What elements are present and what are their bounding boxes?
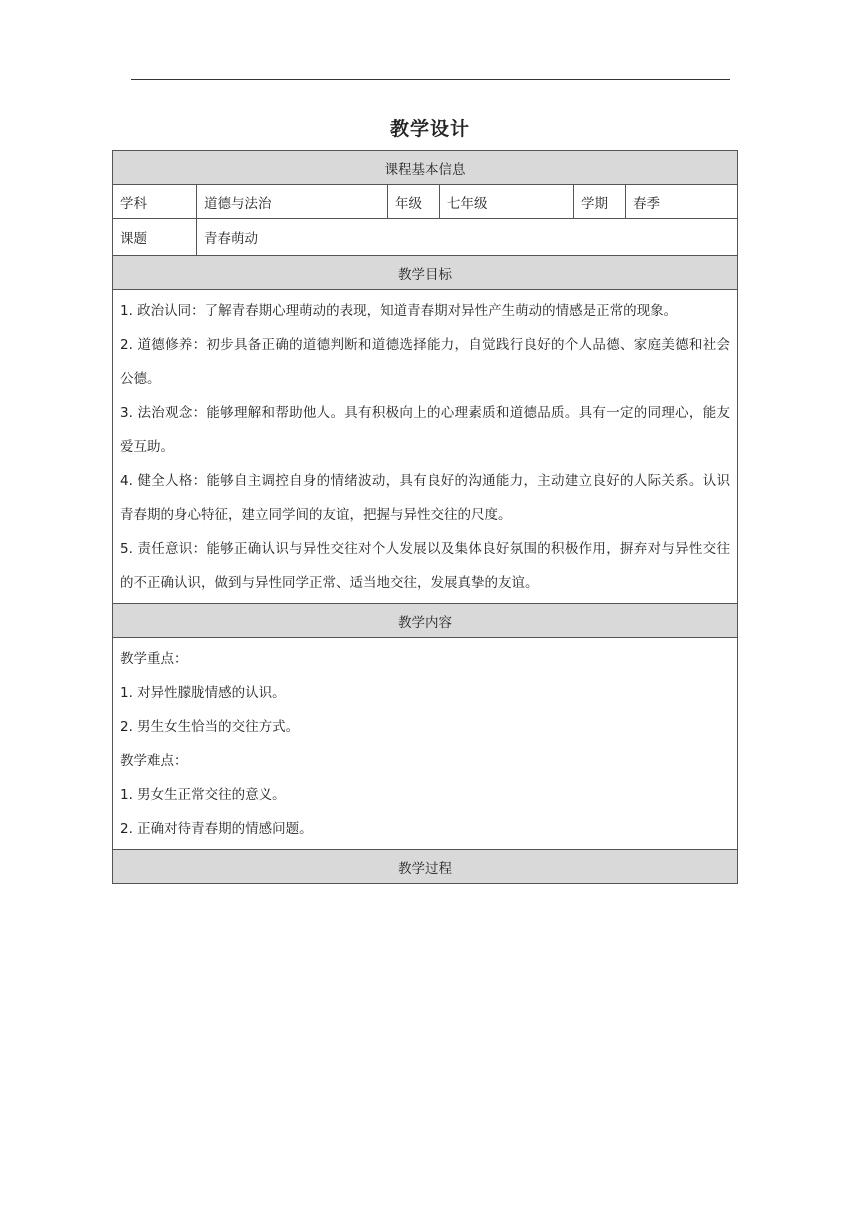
objective-item: 5. 责任意识：能够正确认识与异性交往对个人发展以及集体良好氛围的积极作用，摒弃对与异性交往的不正确认识，做到与异性同学正常、适当地交往，发展真挚的友谊。 bbox=[120, 541, 730, 591]
term-label: 学期 bbox=[574, 185, 626, 219]
content-body bbox=[113, 638, 738, 850]
topic-row bbox=[113, 219, 738, 256]
subject-row bbox=[113, 185, 738, 219]
key-points-title: 教学重点： bbox=[120, 651, 188, 667]
grade-value: 七年级 bbox=[440, 185, 574, 219]
difficulty-item: 1. 男女生正常交往的意义。 bbox=[120, 787, 286, 803]
basic-info-header: 课程基本信息 bbox=[113, 151, 738, 185]
document-title: 教学设计 bbox=[389, 118, 470, 140]
objective-item: 1. 政治认同：了解青春期心理萌动的表现，知道青春期对异性产生萌动的情感是正常的现象。 bbox=[120, 303, 678, 319]
objective-item: 4. 健全人格：能够自主调控自身的情绪波动，具有良好的沟通能力，主动建立良好的人际关系。认识青春期的身心特征，建立同学间的友谊，把握与异性交往的尺度。 bbox=[120, 473, 730, 523]
content-header: 教学内容 bbox=[113, 604, 738, 638]
process-header: 教学过程 bbox=[113, 850, 738, 884]
topic-value: 青春萌动 bbox=[197, 219, 738, 256]
objective-item: 3. 法治观念：能够理解和帮助他人。具有积极向上的心理素质和道德品质。具有一定的同理心，能友爱互助。 bbox=[120, 405, 730, 455]
lesson-plan-table bbox=[112, 150, 738, 884]
header-rule bbox=[131, 79, 730, 80]
subject-value: 道德与法治 bbox=[197, 185, 388, 219]
difficulties-title: 教学难点： bbox=[120, 753, 188, 769]
objective-item: 2. 道德修养：初步具备正确的道德判断和道德选择能力，自觉践行良好的个人品德、家庭美德和社会公德。 bbox=[120, 337, 730, 387]
difficulty-item: 2. 正确对待青春期的情感问题。 bbox=[120, 821, 313, 837]
topic-label: 课题 bbox=[113, 219, 197, 256]
grade-label: 年级 bbox=[388, 185, 440, 219]
subject-label: 学科 bbox=[113, 185, 197, 219]
term-value: 春季 bbox=[626, 185, 738, 219]
objectives-header: 教学目标 bbox=[113, 256, 738, 290]
objectives-body bbox=[113, 290, 738, 604]
key-point-item: 2. 男生女生恰当的交往方式。 bbox=[120, 719, 300, 735]
key-point-item: 1. 对异性朦胧情感的认识。 bbox=[120, 685, 286, 701]
